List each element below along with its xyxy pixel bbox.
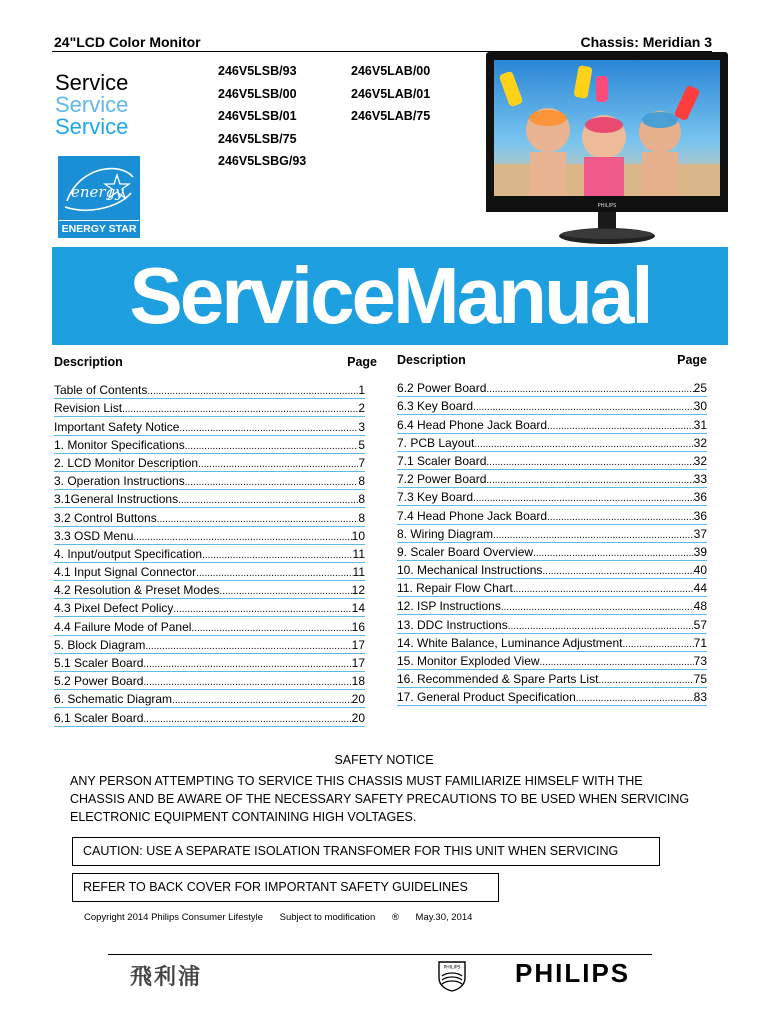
toc-leader-dots [486, 457, 693, 468]
toc-leader-dots [191, 623, 351, 634]
toc-entry-page: 32 [693, 435, 707, 450]
toc-entry[interactable] [397, 561, 707, 579]
toc-entry[interactable] [54, 545, 365, 563]
toc-entry-title: Table of Contents [54, 383, 148, 398]
toc-entry-page: 57 [693, 617, 707, 632]
toc-entry[interactable] [54, 581, 365, 599]
toc-entry[interactable] [54, 599, 365, 617]
model-number: 246V5LAB/75 [351, 109, 431, 123]
toc-entry[interactable] [397, 488, 707, 506]
toc-entry-page: 36 [693, 508, 707, 523]
toc-entry[interactable] [397, 634, 707, 652]
copyright-text: Copyright 2014 Philips Consumer Lifestyle [84, 912, 264, 923]
toc-entry-title: 15. Monitor Exploded View [397, 654, 540, 668]
toc-entry-title: 7.2 Power Board [397, 472, 487, 487]
toc-description-header: Description [54, 355, 123, 369]
footer-divider [108, 954, 652, 955]
toc-entry[interactable] [54, 708, 365, 726]
toc-leader-dots [185, 477, 359, 488]
toc-entry-title: Important Safety Notice [54, 419, 180, 434]
date-text: May.30, 2014 [415, 912, 473, 923]
toc-leader-dots [486, 475, 693, 486]
copyright-line [84, 912, 486, 923]
toc-leader-dots [501, 602, 694, 613]
energy-star-icon [59, 157, 139, 220]
toc-entry-page: 39 [693, 544, 707, 559]
toc-leader-dots [143, 714, 351, 725]
toc-leader-dots [202, 550, 352, 561]
toc-leader-dots [143, 659, 351, 670]
toc-entry[interactable] [54, 654, 365, 672]
toc-entry[interactable] [397, 415, 707, 433]
toc-leader-dots [219, 586, 351, 597]
toc-entry-title: 1. Monitor Specifications [54, 437, 185, 452]
toc-entry-title: 2. LCD Monitor Description [54, 455, 199, 470]
toc-leader-dots [474, 439, 693, 450]
toc-leader-dots [179, 423, 358, 434]
toc-leader-dots [486, 384, 693, 395]
toc-entry-title: 3.1General Instructions [54, 492, 179, 507]
toc-entry-title: 4.1 Input Signal Connector [54, 565, 197, 580]
toc-entry[interactable] [54, 563, 365, 581]
toc-entry[interactable] [397, 652, 707, 670]
toc-entry-title: Revision List [54, 401, 123, 416]
toc-entry-page: 10 [351, 528, 365, 543]
toc-entry-title: 14. White Balance, Luminance Adjustment [397, 635, 623, 650]
toc-page-header: Page [347, 355, 377, 369]
toc-entry[interactable] [54, 417, 365, 435]
toc-entry-page: 1 [358, 383, 365, 398]
toc-entry-page: 17 [351, 637, 365, 652]
toc-entry-title: 6.1 Scaler Board [54, 710, 144, 725]
toc-entry[interactable] [54, 436, 365, 454]
toc-leader-dots [178, 495, 358, 506]
toc-entry-title: 6. Schematic Diagram [54, 692, 173, 707]
toc-leader-dots [533, 548, 694, 559]
toc-entry-page: 17 [351, 656, 365, 670]
modification-text: Subject to modification [279, 912, 376, 923]
toc-entry-page: 8 [358, 474, 365, 489]
modification-symbol: ® [391, 912, 399, 923]
toc-leader-dots [513, 584, 694, 595]
banner-title: ServiceManual [129, 251, 651, 340]
toc-entry-title: 4.2 Resolution & Preset Modes [54, 583, 220, 598]
toc-description-header: Description [397, 353, 466, 367]
toc-entry[interactable] [397, 525, 707, 543]
model-number: 246V5LSB/75 [218, 131, 297, 146]
philips-shield-icon [437, 960, 467, 992]
toc-entry-title: 5.2 Power Board [54, 674, 144, 689]
toc-entry[interactable] [397, 579, 707, 597]
philips-wordmark: PHILIPS [515, 958, 631, 988]
toc-leader-dots [493, 530, 694, 541]
toc-entry-page: 44 [693, 581, 707, 596]
toc-entry-title: 17. General Product Specification [397, 690, 576, 705]
energy-script: energy [71, 183, 124, 201]
toc-entry-title: 10. Mechanical Instructions [397, 563, 543, 578]
toc-entry-page: 8 [358, 510, 365, 525]
toc-leader-dots [198, 459, 358, 470]
model-list-1 [218, 60, 306, 173]
toc-entry-title: 5.1 Scaler Board [54, 656, 144, 670]
model-list-2 [351, 60, 430, 128]
toc-entry[interactable] [54, 636, 365, 654]
chinese-brand-logo: 飛利浦 [130, 964, 203, 989]
toc-entry-page: 25 [693, 381, 707, 396]
toc-right-column [397, 353, 707, 706]
refer-box: REFER TO BACK COVER FOR IMPORTANT SAFETY GUIDELINES [72, 873, 499, 902]
model-number: 246V5LSB/00 [218, 86, 297, 101]
toc-entry-page: 8 [358, 492, 365, 507]
toc-header [397, 353, 707, 367]
toc-leader-dots [147, 386, 358, 397]
toc-entry-page: 75 [693, 672, 707, 687]
toc-entry-title: 13. DDC Instructions [397, 617, 508, 632]
toc-entry-title: 6.4 Head Phone Jack Board [397, 417, 548, 432]
toc-entry-title: 4.4 Failure Mode of Panel [54, 619, 192, 634]
service-word-3: Service [55, 114, 129, 139]
shield-text: PHILIPS [443, 965, 461, 971]
toc-entry-page: 73 [693, 654, 707, 668]
toc-entry[interactable] [54, 527, 365, 545]
toc-page-header: Page [677, 353, 707, 367]
toc-entry-page: 12 [351, 583, 365, 598]
toc-entry-page: 36 [693, 490, 707, 505]
chassis-label: Chassis: Meridian 3 [580, 34, 712, 50]
toc-leader-dots [622, 639, 693, 650]
service-word-1: Service [55, 70, 129, 95]
toc-entry-page: 11 [352, 546, 365, 561]
toc-leader-dots [172, 695, 352, 706]
toc-entry-page: 3 [358, 419, 365, 434]
toc-entry-page: 33 [693, 472, 707, 487]
toc-entry-title: 7.4 Head Phone Jack Board [397, 508, 548, 523]
service-word-2: Service [55, 92, 129, 117]
toc-leader-dots [122, 404, 358, 415]
toc-entry-page: 2 [358, 401, 365, 416]
toc-entry-title: 11. Repair Flow Chart [397, 581, 513, 596]
toc-entry-title: 8. Wiring Diagram [397, 526, 494, 541]
toc-leader-dots [143, 677, 351, 688]
model-number: 246V5LSB/01 [218, 109, 297, 123]
toc-entry[interactable] [397, 597, 707, 615]
toc-entry-page: 14 [351, 601, 365, 616]
toc-entry-title: 7.3 Key Board [397, 490, 474, 505]
toc-leader-dots [547, 421, 694, 432]
toc-leader-dots [473, 493, 694, 504]
model-number: 246V5LAB/01 [351, 86, 431, 101]
toc-entry[interactable] [54, 472, 365, 490]
toc-entry[interactable] [54, 690, 365, 708]
toc-leader-dots [508, 621, 694, 632]
product-title: 24"LCD Color Monitor [54, 34, 201, 50]
safety-notice-body: ANY PERSON ATTEMPTING TO SERVICE THIS CHASSIS MUST FAMILIARIZE HIMSELF WITH THE CHASSIS AND BE AWARE OF THE NECESSARY SAFETY PRECAUTIONS TO BE USED WHEN SERVICING ELECTRONIC EQUIPMENT CONTAINING HIGH VOLTAGES. [70, 774, 690, 824]
caution-box: CAUTION: USE A SEPARATE ISOLATION TRANSFOMER FOR THIS UNIT WHEN SERVICING [72, 837, 660, 866]
toc-leader-dots [547, 512, 694, 523]
model-number: 246V5LSB/93 [218, 64, 297, 78]
toc-entry[interactable] [54, 399, 365, 417]
toc-entry[interactable] [397, 452, 707, 470]
service-manual-banner [52, 247, 728, 345]
toc-entry[interactable] [397, 470, 707, 488]
toc-entry-title: 12. ISP Instructions [397, 599, 501, 614]
monitor-brand: PHILIPS [597, 203, 617, 209]
toc-leader-dots [576, 693, 694, 704]
toc-entry-title: 3.3 OSD Menu [54, 528, 134, 543]
toc-entry-page: 37 [693, 526, 707, 541]
toc-leader-dots [133, 532, 351, 543]
toc-entry-title: 6.3 Key Board [397, 399, 474, 414]
toc-leader-dots [598, 675, 693, 686]
toc-entry-title: 4.3 Pixel Defect Policy [54, 601, 174, 616]
toc-leader-dots [473, 402, 694, 413]
toc-right-list [397, 379, 707, 706]
toc-entry[interactable] [397, 397, 707, 415]
model-number: 246V5LSBG/93 [218, 154, 307, 168]
toc-leader-dots [173, 604, 351, 615]
toc-entry[interactable] [397, 670, 707, 688]
toc-entry-title: 3. Operation Instructions [54, 474, 185, 489]
toc-entry-page: 20 [351, 710, 365, 725]
toc-entry-title: 4. Input/output Specification [54, 546, 203, 561]
safety-notice-title: SAFETY NOTICE [334, 753, 434, 767]
toc-entry[interactable] [54, 381, 365, 399]
toc-left-column [54, 355, 377, 727]
toc-entry[interactable] [397, 434, 707, 452]
model-number: 246V5LAB/00 [351, 64, 431, 78]
toc-entry[interactable] [397, 615, 707, 633]
toc-entry[interactable] [54, 508, 365, 526]
toc-leader-dots [157, 514, 359, 525]
toc-entry-page: 11 [352, 565, 365, 580]
toc-entry-title: 7.1 Scaler Board [397, 453, 487, 468]
toc-entry[interactable] [397, 506, 707, 524]
toc-entry[interactable] [54, 672, 365, 690]
toc-entry[interactable] [54, 454, 365, 472]
toc-entry-title: 9. Scaler Board Overview [397, 544, 534, 559]
toc-entry-title: 6.2 Power Board [397, 381, 487, 396]
toc-leader-dots [185, 441, 359, 452]
toc-leader-dots [145, 641, 351, 652]
toc-entry-page: 31 [693, 417, 707, 432]
toc-entry[interactable] [54, 617, 365, 635]
toc-leader-dots [196, 568, 352, 579]
toc-entry-page: 30 [693, 399, 707, 414]
energy-star-label: ENERGY STAR [59, 220, 139, 238]
toc-entry-title: 5. Block Diagram [54, 637, 146, 652]
toc-entry-title: 7. PCB Layout [397, 435, 475, 450]
toc-entry[interactable] [397, 379, 707, 397]
toc-entry-page: 7 [358, 455, 365, 470]
toc-left-list [54, 381, 365, 727]
toc-entry[interactable] [54, 490, 365, 508]
toc-entry-page: 71 [693, 635, 707, 650]
energy-star-logo [58, 156, 140, 238]
toc-entry-title: 3.2 Control Buttons [54, 510, 157, 525]
monitor-product-image [484, 52, 730, 248]
toc-entry-page: 5 [358, 437, 365, 452]
toc-header [54, 355, 377, 369]
toc-entry-page: 32 [693, 453, 707, 468]
toc-entry[interactable] [397, 688, 707, 706]
toc-entry[interactable] [397, 543, 707, 561]
toc-entry-page: 83 [693, 690, 707, 705]
toc-entry-page: 20 [351, 692, 365, 707]
toc-entry-page: 48 [693, 599, 707, 614]
toc-leader-dots [542, 566, 693, 577]
toc-entry-page: 18 [351, 674, 365, 689]
toc-entry-page: 16 [351, 619, 365, 634]
toc-entry-title: 16. Recommended & Spare Parts List [397, 672, 599, 687]
toc-leader-dots [540, 657, 694, 668]
toc-entry-page: 40 [693, 563, 707, 578]
